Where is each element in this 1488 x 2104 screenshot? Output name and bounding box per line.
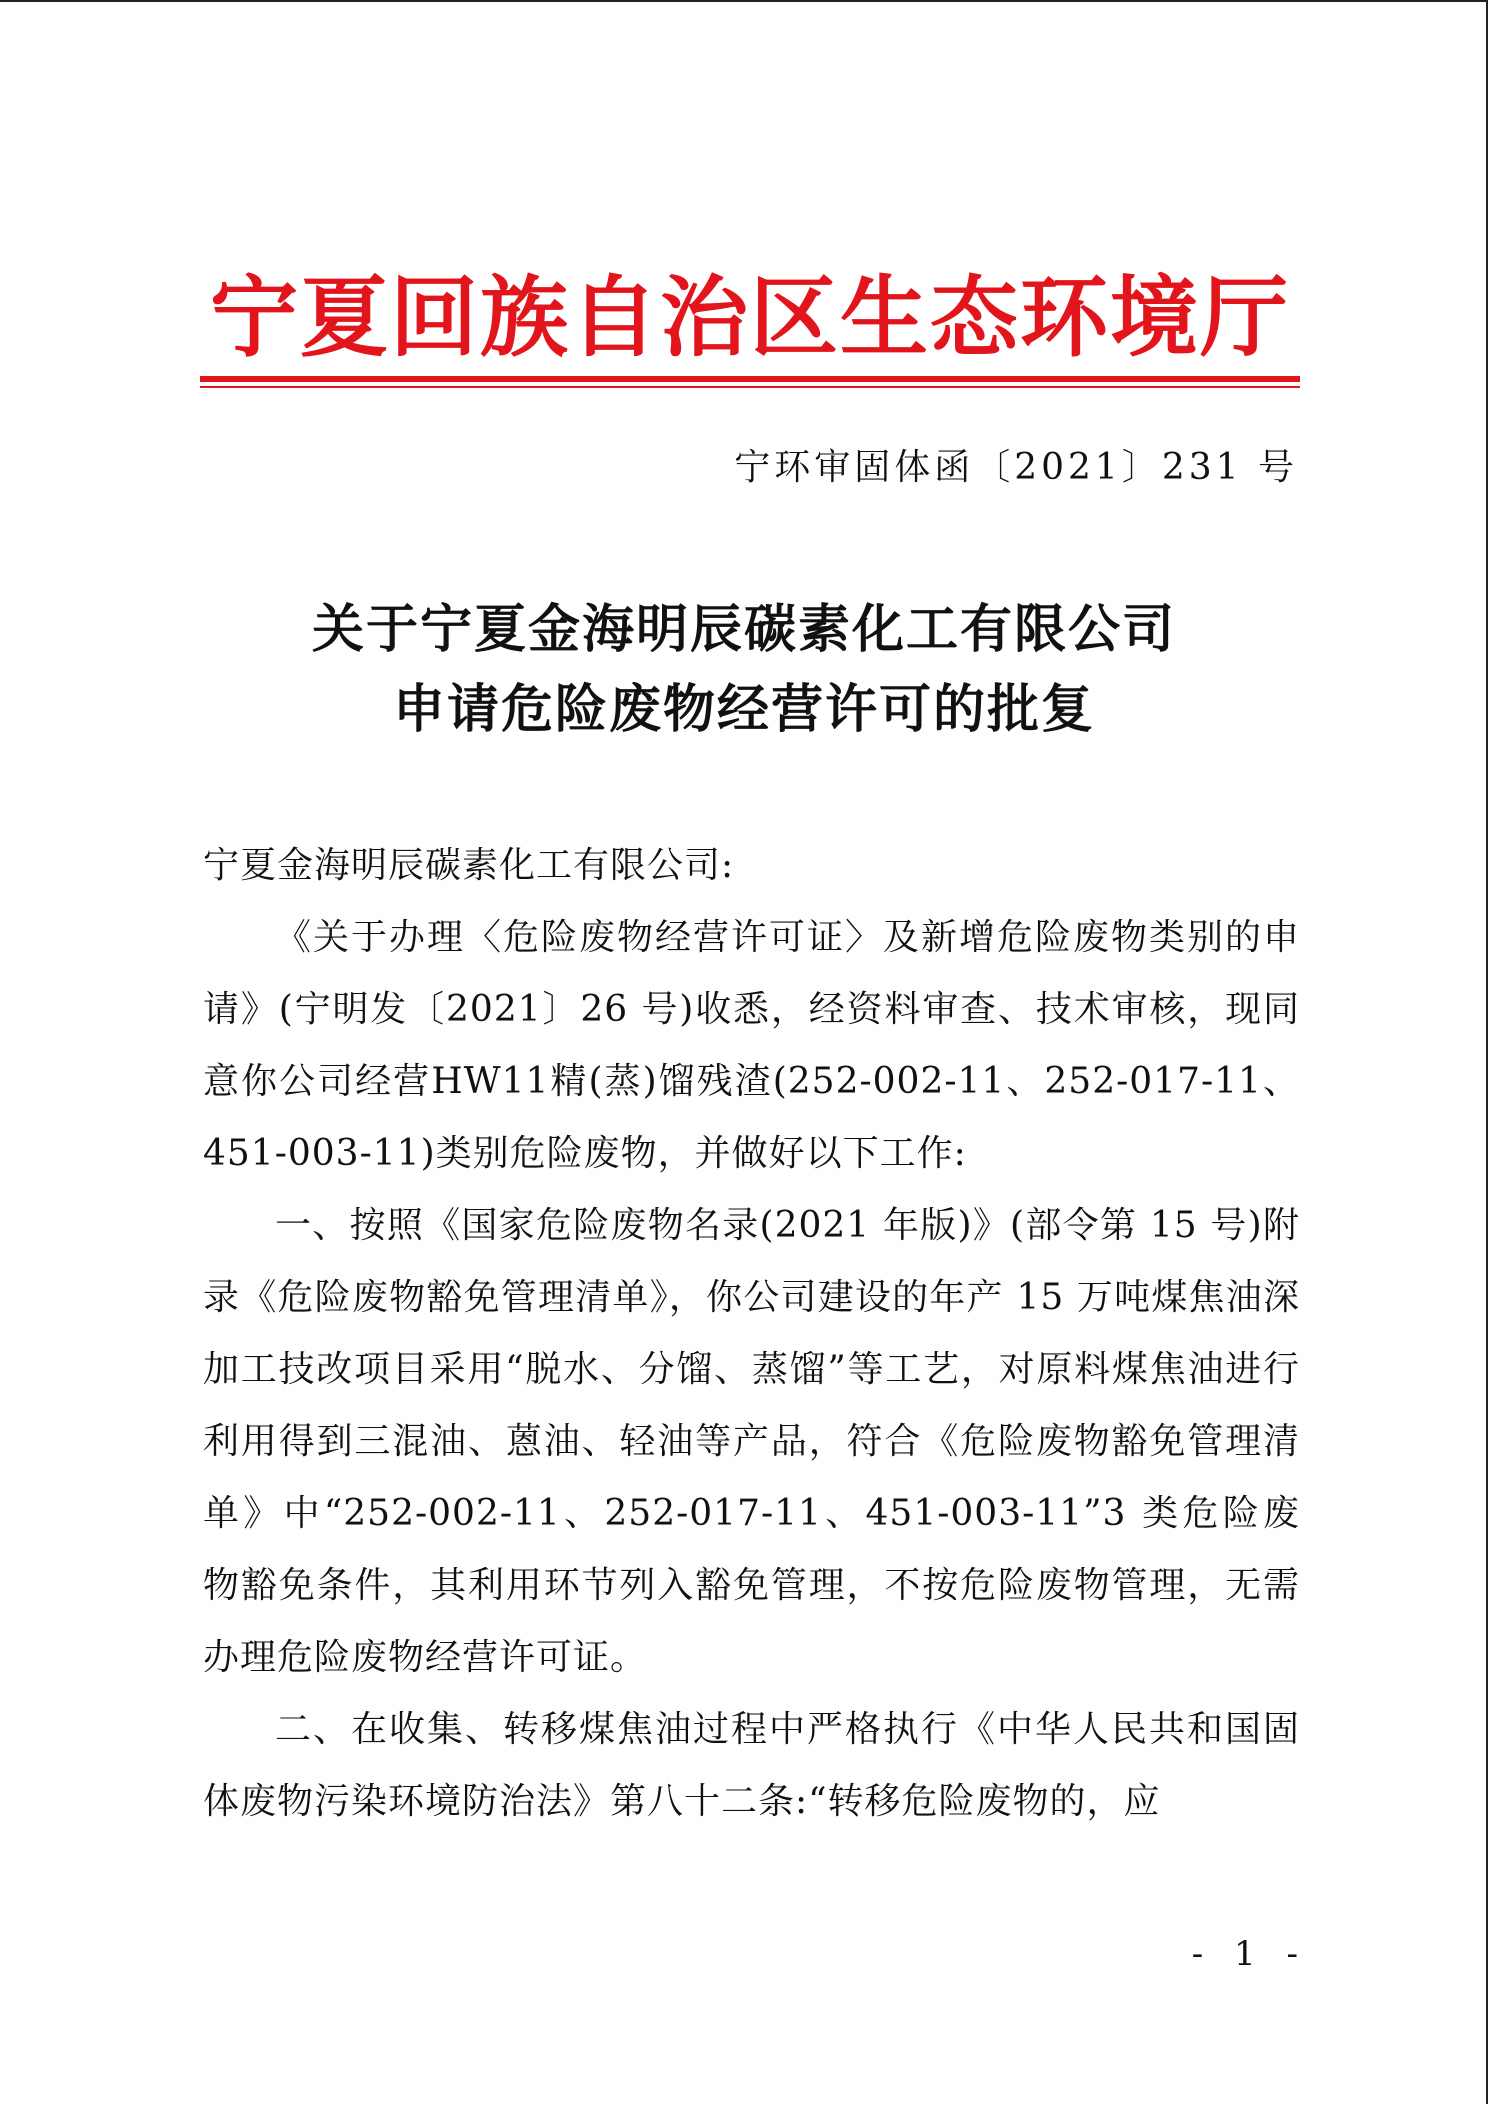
body-paragraph-3: 二、在收集、转移煤焦油过程中严格执行《中华人民共和国固体废物污染环境防治法》第八十二条:“转移危险废物的，应 [203, 1709, 1300, 1822]
masthead-divider-thick [200, 376, 1300, 382]
document-title-line-1: 关于宁夏金海明辰碳素化工有限公司 [311, 600, 1176, 660]
document-number: 宁环审固体函〔2021〕231 号 [734, 447, 1298, 488]
body-paragraph-2: 一、按照《国家危险废物名录(2021 年版)》(部令第 15 号)附录《危险废物豁免管理清单》，你公司建设的年产 15 万吨煤焦油深加工技改项目采用“脱水、分馏、蒸馏”等工艺，对原料煤焦油进行利用得到三混油、蒽油、轻油等产品，符合《危险废物豁免管理清单》中“252-002-11、252-017-11、451-003-11”3 类危险废物豁免条件，其利用环节列入豁免管理，不按危险废物管理，无需办理危险废物经营许可证。 [203, 1205, 1300, 1678]
document-body [203, 830, 1300, 1838]
document-title-line-2: 申请危险废物经营许可的批复 [392, 680, 1095, 740]
salutation: 宁夏金海明辰碳素化工有限公司: [203, 845, 735, 886]
agency-masthead: 宁夏回族自治区生态环境厅 [209, 266, 1290, 369]
page-top-border [0, 0, 1488, 2]
masthead-divider-thin [200, 386, 1300, 388]
body-paragraph-1: 《关于办理〈危险废物经营许可证〉及新增危险废物类别的申请》(宁明发〔2021〕26 号)收悉，经资料审查、技术审核，现同意你公司经营HW11精(蒸)馏残渣(252-002-11、252-017-11、451-003-11)类别危险废物，并做好以下工作: [203, 917, 1300, 1174]
page-number: - 1 - [1191, 1934, 1308, 1974]
